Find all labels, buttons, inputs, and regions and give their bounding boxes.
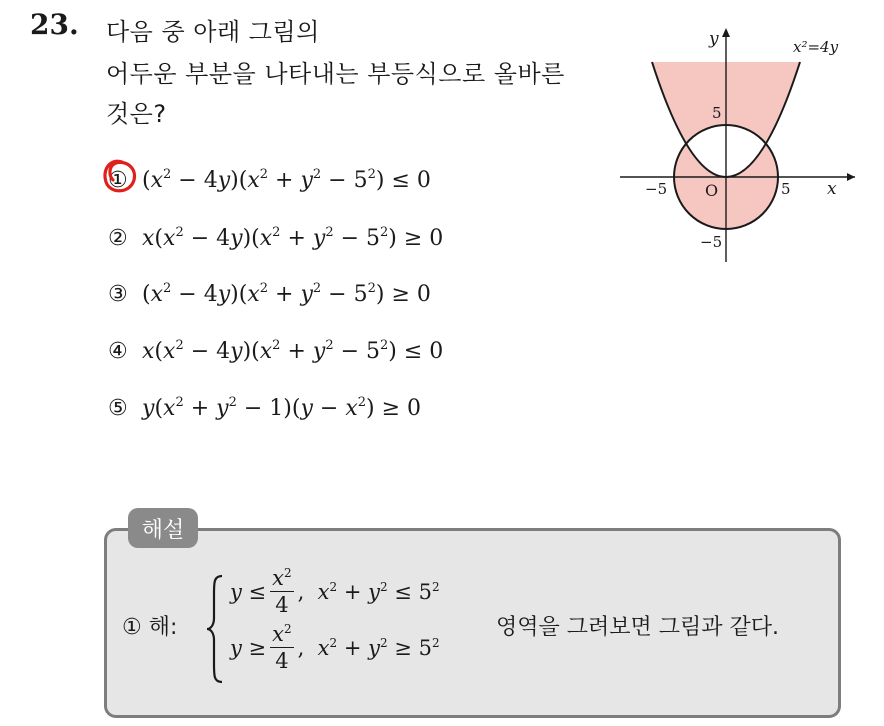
choice-5-expr: $y(x^2 + y^2 - 1)(y - x^2) \ge 0$ xyxy=(142,395,422,421)
system-line-1: y ≤ $\frac{x^2}{4}$ , $x^2 + y^2 \le 5^2$ xyxy=(230,566,440,617)
fraction-1: $\frac{x^2}{4}$ xyxy=(272,566,292,617)
choice-3[interactable] xyxy=(108,282,431,307)
choice-2-mark: ② xyxy=(108,226,128,251)
tick-label-pos-y: 5 xyxy=(712,104,722,122)
x-axis-label: x xyxy=(827,179,837,199)
curve-label: x²=4y xyxy=(793,38,839,56)
choice-3-mark: ③ xyxy=(108,282,128,307)
question-line-1: 다음 중 아래 그림의 xyxy=(106,18,320,46)
choice-2[interactable] xyxy=(108,226,443,251)
choice-4-expr: $x(x^2 - 4y)(x^2 + y^2 - 5^2) \le 0$ xyxy=(142,338,444,364)
answer-circle-mark xyxy=(100,156,138,196)
y-axis-arrow xyxy=(722,28,730,37)
choice-3-expr: $(x^2 - 4y)(x^2 + y^2 - 5^2) \ge 0$ xyxy=(142,281,431,307)
tick-label-pos-x: 5 xyxy=(781,180,791,198)
x-axis-arrow xyxy=(847,173,855,181)
choice-1[interactable] xyxy=(108,168,431,193)
question-number: 23. xyxy=(30,8,79,41)
question-line-2: 어두운 부분을 나타내는 부등식으로 올바른 xyxy=(106,60,565,88)
choice-5[interactable] xyxy=(108,396,421,421)
system-brace xyxy=(206,574,224,684)
choice-1-expr: $(x^2 - 4y)(x^2 + y^2 - 5^2) \le 0$ xyxy=(142,167,431,193)
question-line-3: 것은? xyxy=(106,100,167,128)
choice-5-mark: ⑤ xyxy=(108,396,128,421)
fraction-2: $\frac{x^2}{4}$ xyxy=(272,622,292,673)
system-line-2: y ≥ $\frac{x^2}{4}$ , $x^2 + y^2 \ge 5^2$ xyxy=(230,622,440,673)
solution-tail: 영역을 그려보면 그림과 같다. xyxy=(496,615,779,640)
tick-label-neg-x: −5 xyxy=(645,180,668,198)
region-graph xyxy=(615,22,860,267)
origin-label: O xyxy=(705,181,719,200)
solution-lead: ① 해: xyxy=(122,615,178,640)
choice-1-mark: ① xyxy=(108,168,128,193)
solution-tag: 해설 xyxy=(128,508,198,548)
choice-2-expr: $x(x^2 - 4y)(x^2 + y^2 - 5^2) \ge 0$ xyxy=(142,225,444,251)
choice-4-mark: ④ xyxy=(108,339,128,364)
choice-4[interactable] xyxy=(108,339,443,364)
y-axis-label: y xyxy=(709,29,719,49)
tick-label-neg-y: −5 xyxy=(700,233,723,251)
